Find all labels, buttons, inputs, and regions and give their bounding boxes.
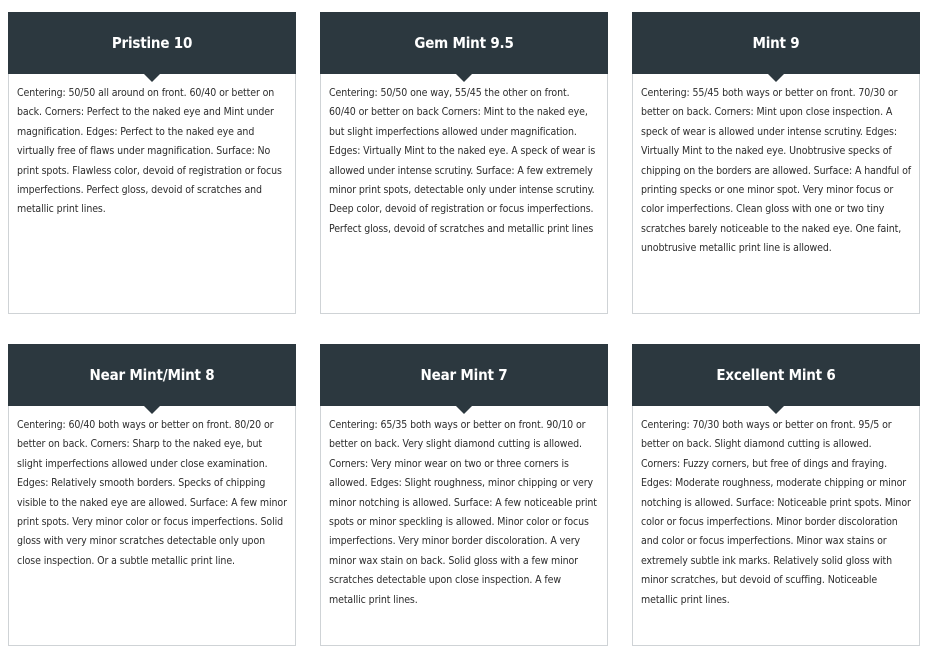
card-title: Pristine 10: [111, 34, 193, 52]
card-header: [632, 12, 920, 74]
grade-card-near-mint-mint-8: [8, 344, 296, 646]
card-title: Mint 9: [752, 34, 800, 52]
grade-card-excellent-mint-6: [632, 344, 920, 646]
grade-card-pristine-10: [8, 12, 296, 314]
card-description: Centering: 50/50 all around on front. 60/40 or better on back. Corners: Perfect to the naked eye and Mint under magnification. Edges: Perfect to the naked eye and virtually free of flaws under magnification. Surface: No print spots. Flawless color, devoid of registration or focus imperfections. Perfect gloss, devoid of scratches and metallic print lines.: [8, 74, 296, 314]
card-description: Centering: 70/30 both ways or better on front. 95/5 or better on back. Slight diamond cutting is allowed. Corners: Fuzzy corners, but free of dings and fraying. Edges: Moderate roughness, moderate chipping or minor notching is allowed. Surface: Noticeable print spots. Minor color or focus imperfections. Minor border discoloration and color or focus imperfections. Minor wax stains or extremely subtle ink marks. Relatively solid gloss with minor scratches, but devoid of scuffing. Noticeable metallic print lines.: [632, 406, 920, 646]
card-description: Centering: 50/50 one way, 55/45 the other on front. 60/40 or better on back Corners: Mint to the naked eye, but slight imperfections allowed under magnification. Edges: Virtually Mint to the naked eye. A speck of wear is allowed under intense scrutiny. Surface: A few extremely minor print spots, detectable only under intense scrutiny. Deep color, devoid of registration or focus imperfections. Perfect gloss, devoid of scratches and metallic print lines: [320, 74, 608, 314]
card-title: Near Mint/Mint 8: [89, 366, 215, 384]
card-title: Excellent Mint 6: [716, 366, 836, 384]
card-title: Near Mint 7: [420, 366, 508, 384]
card-header: [320, 12, 608, 74]
card-title: Gem Mint 9.5: [414, 34, 514, 52]
card-header: [632, 344, 920, 406]
grade-card-gem-mint-9-5: [320, 12, 608, 314]
card-header: [8, 12, 296, 74]
card-description: Centering: 55/45 both ways or better on front. 70/30 or better on back. Corners: Mint upon close inspection. A speck of wear is allowed under intense scrutiny. Edges: Virtually Mint to the naked eye. Unobtrusive specks of chipping on the borders are allowed. Surface: A handful of printing specks or one minor spot. Very minor focus or color imperfections. Clean gloss with one or two tiny scratches barely noticeable to the naked eye. One faint, unobtrusive metallic print line is allowed.: [632, 74, 920, 314]
card-description: Centering: 60/40 both ways or better on front. 80/20 or better on back. Corners: Sharp to the naked eye, but slight imperfections allowed under close examination. Edges: Relatively smooth borders. Specks of chipping visible to the naked eye are allowed. Surface: A few minor print spots. Very minor color or focus imperfections. Solid gloss with very minor scratches detectable only upon close inspection. Or a subtle metallic print line.: [8, 406, 296, 646]
card-header: [320, 344, 608, 406]
grade-card-mint-9: [632, 12, 920, 314]
card-description: Centering: 65/35 both ways or better on front. 90/10 or better on back. Very slight diamond cutting is allowed. Corners: Very minor wear on two or three corners is allowed. Edges: Slight roughness, minor chipping or very minor notching is allowed. Surface: A few noticeable print spots or minor speckling is allowed. Minor color or focus imperfections. Very minor border discoloration. A very minor wax stain on back. Solid gloss with a few minor scratches detectable upon close inspection. A few metallic print lines.: [320, 406, 608, 646]
card-header: [8, 344, 296, 406]
grade-card-near-mint-7: [320, 344, 608, 646]
